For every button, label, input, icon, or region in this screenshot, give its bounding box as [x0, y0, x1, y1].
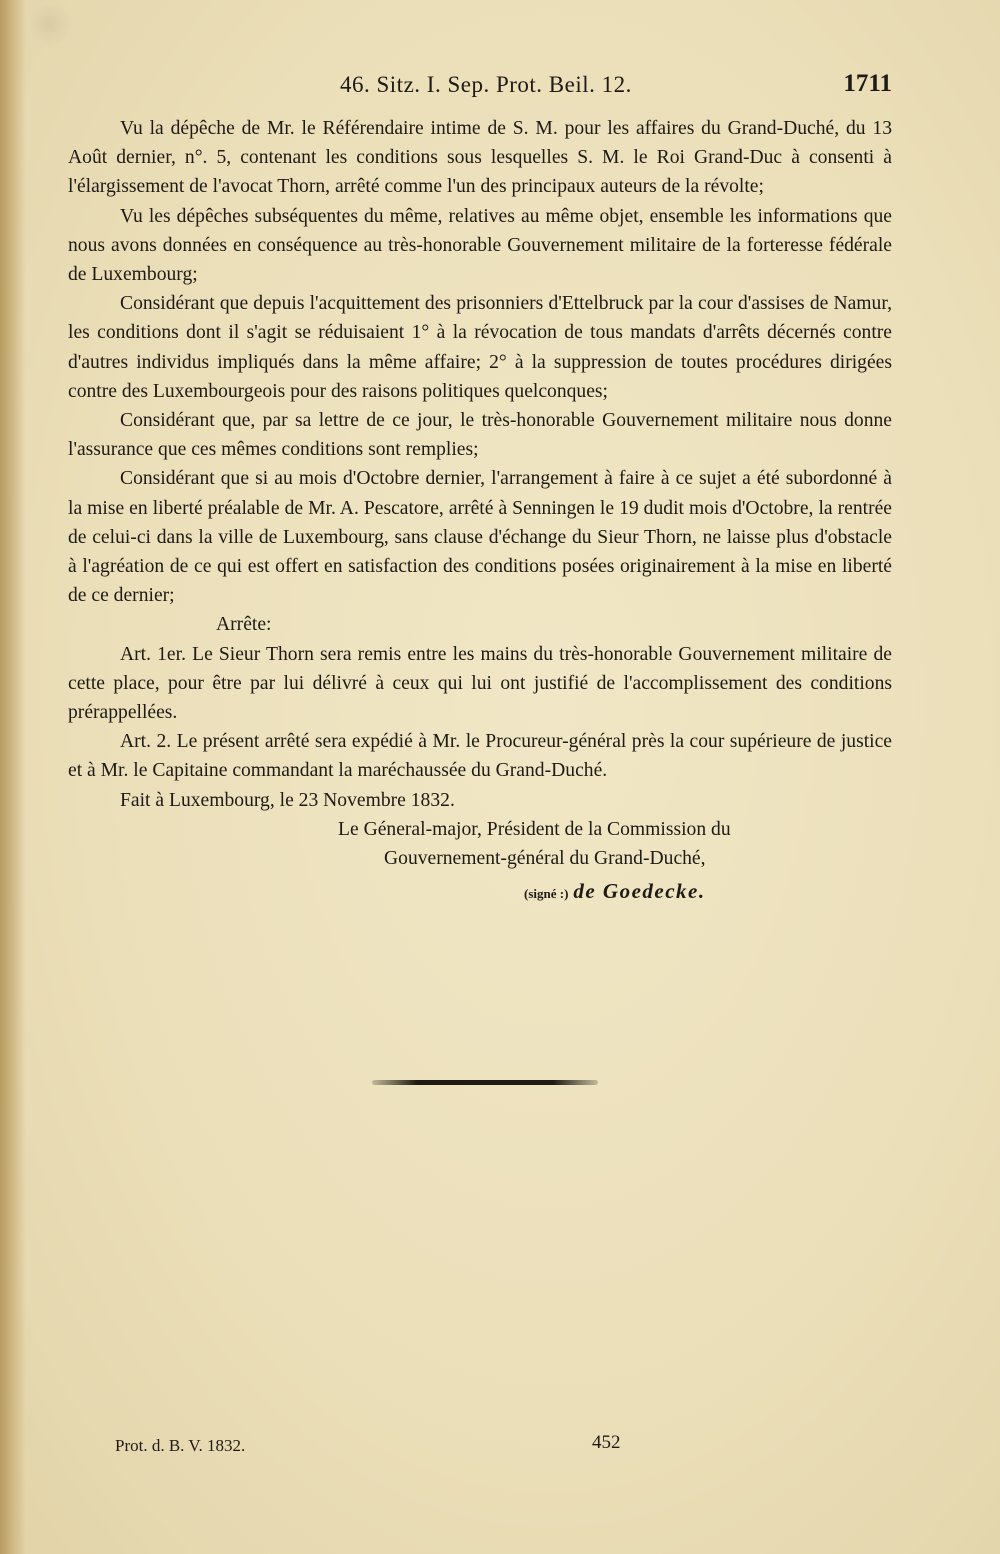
closing-rule: [372, 1080, 598, 1085]
document-body: [68, 114, 892, 908]
signe-label: (signé :): [524, 886, 569, 902]
page-edge-shadow: [0, 0, 26, 1554]
paragraph: Considérant que si au mois d'Octobre dernier, l'arrangement à faire à ce sujet a été subordonné à la mise en liberté préalable de Mr. A. Pescatore, arrêté à Senningen le 19 dudit mois d'Octobre, la rentrée de celui-ci dans la ville de Luxembourg, sans clause d'échange du Sieur Thorn, ne laisse plus d'obstacle à l'agréation de ce qui est offert en satisfaction des conditions posées originairement à la mise en liberté de ce dernier;: [68, 468, 892, 607]
paragraph: Considérant que depuis l'acquittement des prisonniers d'Ettelbruck par la cour d'assises de Namur, les conditions dont il s'agit se réduisaient 1° à la révocation de tous mandats d'arrêts décernés contre d'autres individus impliqués dans la même affaire; 2° à la suppression de toutes procédures dirigées contre des Luxembourgeois pour des raisons politiques quelconques;: [68, 293, 892, 402]
library-stamp: [30, 0, 70, 48]
signature-title-line-1: Le Géneral-major, Président de la Commission du: [338, 818, 731, 840]
arrete-heading: Arrête:: [216, 614, 272, 636]
paragraph: Considérant que, par sa lettre de ce jour, le très-honorable Gouvernement militaire nous donne l'assurance que ces mêmes conditions sont remplies;: [68, 410, 892, 461]
signature-title-line-2: Gouvernement-général du Grand-Duché,: [384, 848, 706, 870]
signature-block: [68, 877, 892, 908]
paragraph: Vu les dépêches subséquentes du même, relatives au même objet, ensemble les informations que nous avons données en conséquence au très-honorable Gouvernement militaire de la forteresse fédérale de Luxembourg;: [68, 205, 892, 286]
page-number: 1711: [843, 70, 892, 97]
article: Art. 1er. Le Sieur Thorn sera remis entre les mains du très-honorable Gouvernement militaire de cette place, pour être par lui délivré à ceux qui lui ont justifié de l'accomplissement des conditions prérappellées.: [68, 643, 892, 724]
footer-signature-mark: Prot. d. B. V. 1832.: [115, 1436, 246, 1455]
article: Art. 2. Le présent arrêté sera expédié à Mr. le Procureur-général près la cour supérieure de justice et à Mr. le Capitaine commandant la maréchaussée du Grand-Duché.: [68, 731, 892, 782]
date-line: Fait à Luxembourg, le 23 Novembre 1832.: [120, 789, 455, 811]
signature-name: de Goedecke.: [573, 879, 706, 904]
running-head: 46. Sitz. I. Sep. Prot. Beil. 12.: [340, 72, 632, 97]
paragraph: Vu la dépêche de Mr. le Référendaire intime de S. M. pour les affaires du Grand-Duché, du 13 Août dernier, n°. 5, contenant les conditions sous lesquelles S. M. le Roi Grand-Duc à consenti à l'élargissement de l'avocat Thorn, arrêté comme l'un des principaux auteurs de la révolte;: [68, 118, 892, 198]
footer-sheet-number: 452: [592, 1432, 621, 1453]
